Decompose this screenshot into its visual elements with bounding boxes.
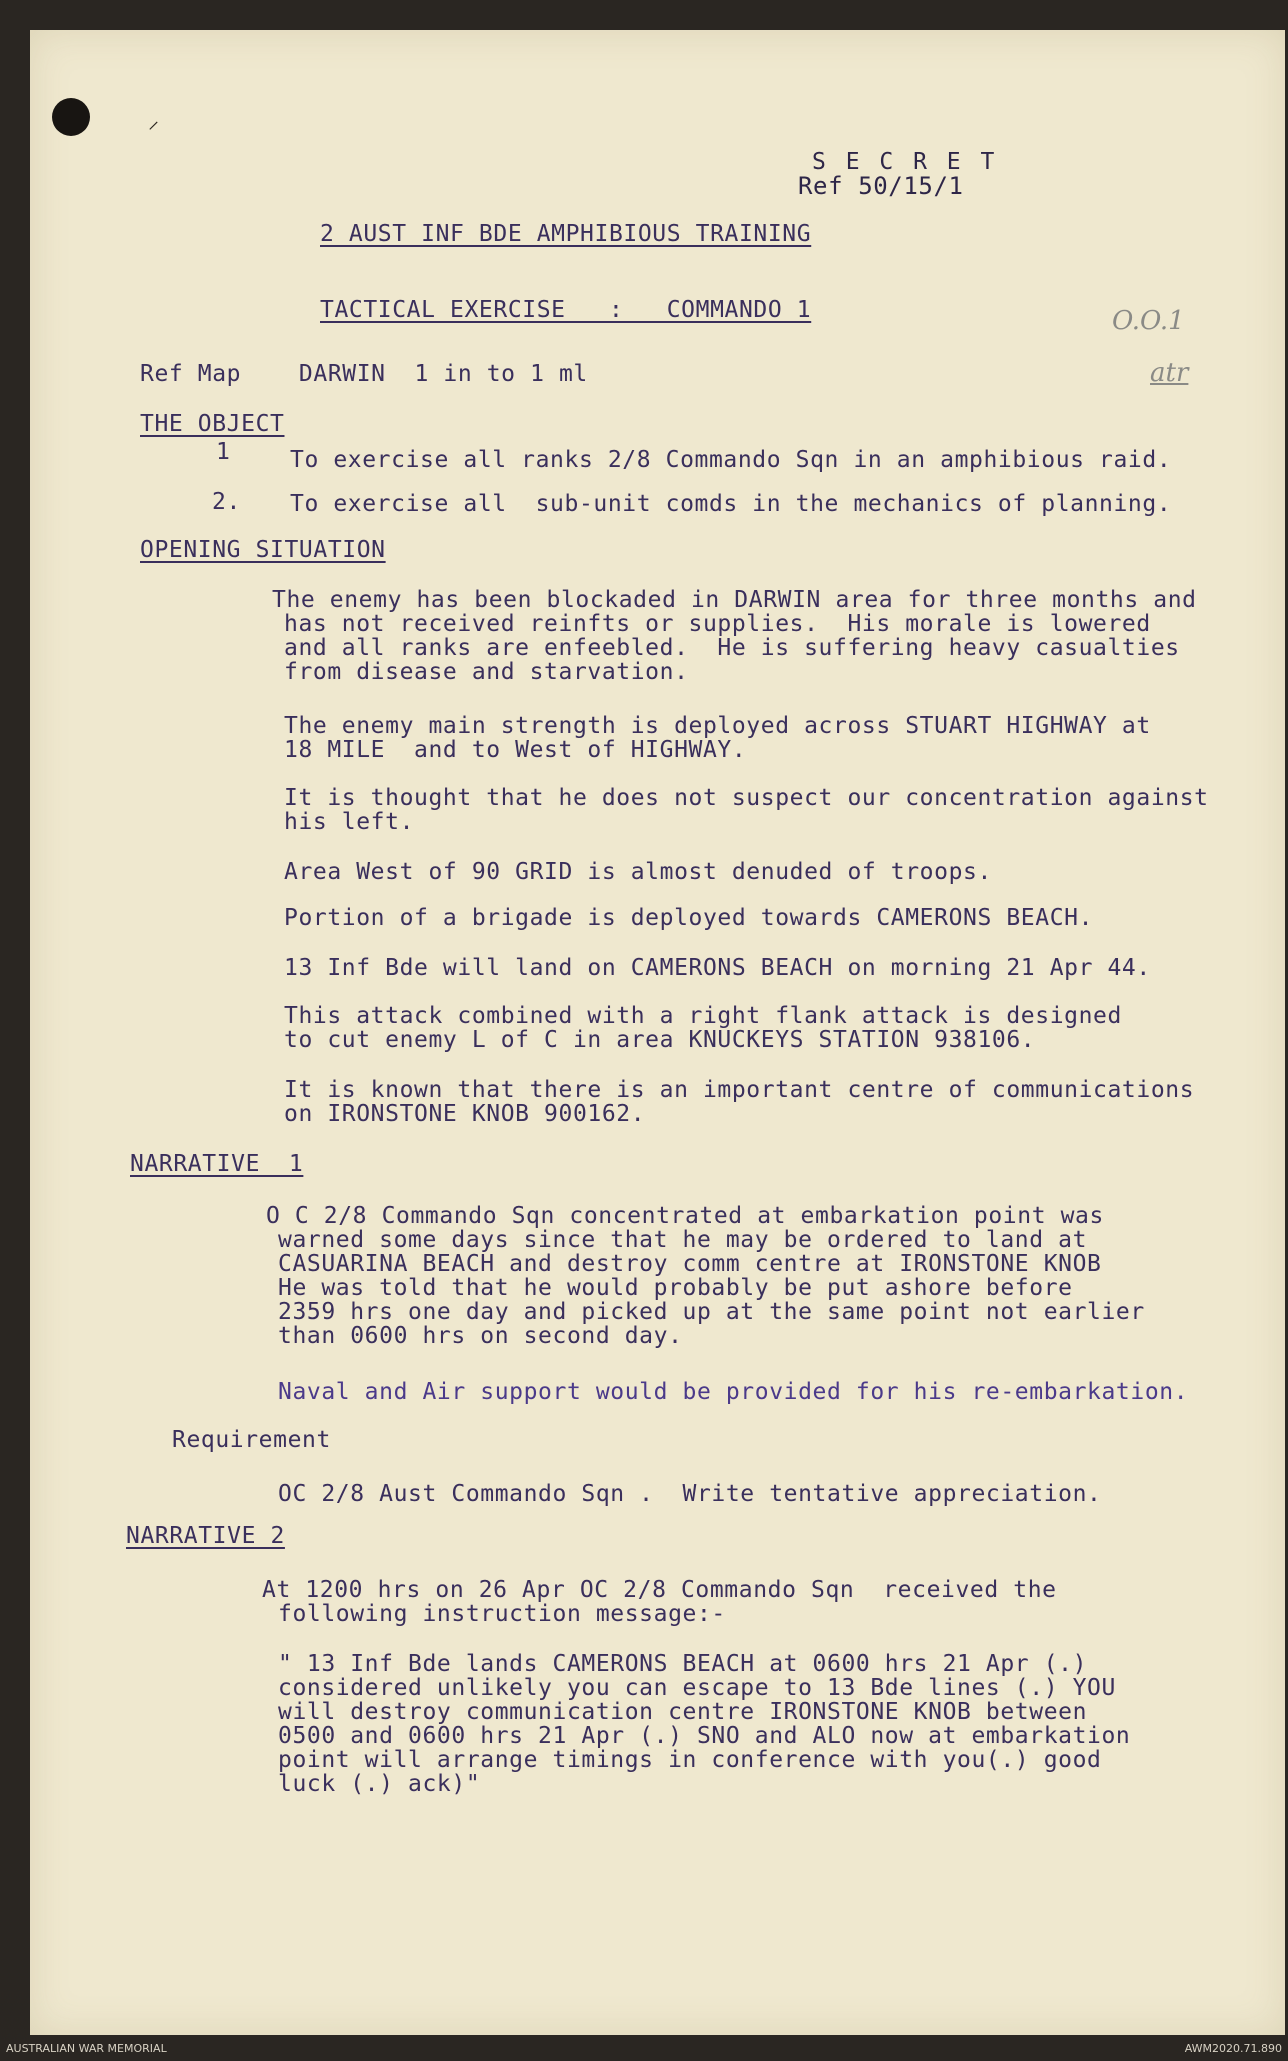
text-line: It is known that there is an important centre of communications	[284, 1077, 1195, 1103]
footer-source: AUSTRALIAN WAR MEMORIAL	[6, 2042, 167, 2055]
object-item-1-text: To exercise all ranks 2/8 Commando Sqn in an amphibious raid.	[290, 447, 1172, 473]
requirement-label: Requirement	[172, 1427, 331, 1453]
text-line: It is thought that he does not suspect our concentration against	[284, 785, 1209, 811]
text-line: The enemy main strength is deployed across STUART HIGHWAY at	[284, 713, 1151, 739]
secret-marking: S E C R E T	[812, 149, 998, 175]
punch-hole	[52, 98, 90, 136]
object-item-2-text: To exercise all sub-unit comds in the mechanics of planning.	[290, 491, 1172, 517]
text-line: and all ranks are enfeebled. He is suffering heavy casualties	[284, 635, 1180, 661]
text-line: This attack combined with a right flank attack is designed	[284, 1003, 1122, 1029]
text-line: CASUARINA BEACH and destroy comm centre at IRONSTONE KNOB	[278, 1251, 1102, 1277]
text-line: O C 2/8 Commando Sqn concentrated at embarkation point was	[266, 1203, 1104, 1229]
object-item-2-num: 2.	[212, 489, 241, 515]
heading-object: THE OBJECT	[140, 411, 285, 437]
reference-number: Ref 50/15/1	[798, 172, 964, 200]
text-line: will destroy communication centre IRONSTONE KNOB between	[278, 1699, 1088, 1725]
opening-paragraph-5: Portion of a brigade is deployed towards CAMERONS BEACH.	[284, 905, 1094, 931]
text-line: point will arrange timings in conference with you(.) good	[278, 1747, 1102, 1773]
text-line: his left.	[284, 809, 415, 835]
object-item-1-num: 1	[216, 439, 231, 465]
text-line: " 13 Inf Bde lands CAMERONS BEACH at 0600 hrs 21 Apr (.)	[278, 1651, 1088, 1677]
handwritten-annotation-2: atr	[1150, 358, 1189, 388]
text-line: 18 MILE and to West of HIGHWAY.	[284, 737, 747, 763]
ref-map: Ref Map DARWIN 1 in to 1 ml	[140, 361, 588, 387]
requirement-text: OC 2/8 Aust Commando Sqn . Write tentative appreciation.	[278, 1481, 1102, 1507]
text-line: He was told that he would probably be put ashore before	[278, 1275, 1073, 1301]
document-subtitle: TACTICAL EXERCISE : COMMANDO 1	[320, 297, 812, 323]
text-line: The enemy has been blockaded in DARWIN area for three months and	[272, 587, 1197, 613]
pencil-mark-icon: ⸝	[148, 109, 160, 134]
text-line: has not received reinfts or supplies. His morale is lowered	[284, 611, 1151, 637]
narrative-1-paragraph-2: Naval and Air support would be provided for his re-embarkation.	[278, 1379, 1189, 1405]
text-line: warned some days since that he may be ordered to land at	[278, 1227, 1088, 1253]
opening-paragraph-6: 13 Inf Bde will land on CAMERONS BEACH on morning 21 Apr 44.	[284, 955, 1151, 981]
text-line: 0500 and 0600 hrs 21 Apr (.) SNO and ALO now at embarkation	[278, 1723, 1131, 1749]
text-line: 2359 hrs one day and picked up at the same point not earlier	[278, 1299, 1145, 1325]
text-line: on IRONSTONE KNOB 900162.	[284, 1101, 646, 1127]
handwritten-annotation-1: O.O.1	[1112, 306, 1185, 336]
text-line: than 0600 hrs on second day.	[278, 1323, 683, 1349]
text-line: luck (.) ack)"	[278, 1771, 481, 1797]
text-line: from disease and starvation.	[284, 659, 689, 685]
heading-narrative-1: NARRATIVE 1	[130, 1151, 304, 1177]
heading-opening-situation: OPENING SITUATION	[140, 537, 386, 563]
document-title: 2 AUST INF BDE AMPHIBIOUS TRAINING	[320, 221, 812, 247]
text-line: to cut enemy L of C in area KNUCKEYS STATION 938106.	[284, 1027, 1036, 1053]
footer-accession-number: AWM2020.71.890	[1184, 2042, 1282, 2055]
text-line: considered unlikely you can escape to 13 Bde lines (.) YOU	[278, 1675, 1116, 1701]
heading-narrative-2: NARRATIVE 2	[126, 1523, 285, 1549]
text-line: following instruction message:-	[278, 1601, 726, 1627]
opening-paragraph-4: Area West of 90 GRID is almost denuded of troops.	[284, 859, 992, 885]
text-line: At 1200 hrs on 26 Apr OC 2/8 Commando Sqn received the	[262, 1577, 1057, 1603]
